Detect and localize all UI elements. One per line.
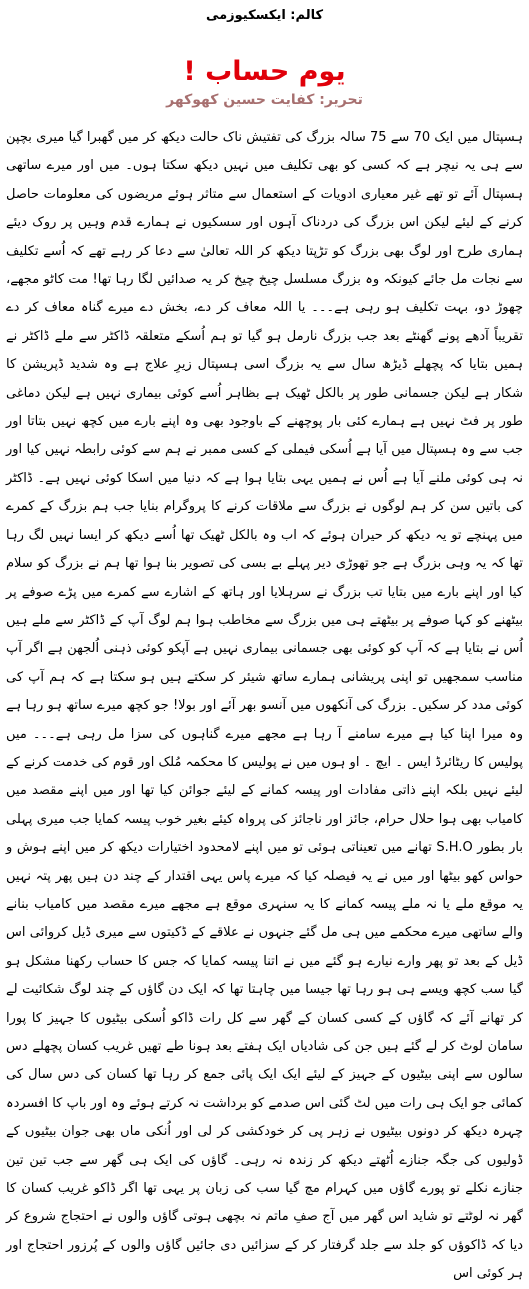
article-body: ہسپتال میں ایک 70 سے 75 سالہ بزرگ کی تفتیش ناک حالت دیکھ کر میں گھبرا گیا میری بچپن سے ہی یہ نیچر ہے کہ کسی کو بھی تکلیف میں نہیں دیکھ سکتا ہوں۔ میں اور میرے ساتھی ہسپتال آئے تو تھے غیر معیاری ادویات کے استعمال سے متاثر ہوئے مریضوں کی معلومات حاصل کرنے کے لیئے لیکن اس بزرگ کی دردناک آہوں اور سسکیوں نے ہمارے قدم وہیں پر روک دیئے ہماری طرح اور لوگ بھی بزرگ کو تڑپتا دیکھ کر اللہ تعالیٰ سے دعا کر رہے تھے کہ اُسے تکلیف سے نجات مل جائے کیونکہ وہ بزرگ مسلسل چیخ چیخ کر یہ صدائیں لگا رہا تھا! مت کاٹو مجھے، چھوڑ دو، بہت تکلیف ہو رہی ہے۔۔۔ یا اللہ معاف کر دے، بخش دے میرے گناہ معاف کر دے تقریباً آدھے پونے گھنٹے بعد جب بزرگ نارمل ہو گیا تو ہم اُسکے متعلقہ ڈاکٹر سے ملے ڈاکٹر نے ہمیں بتایا کہ پچھلے ڈیڑھ سال سے یہ بزرگ اسی ہسپتال زیرِ علاج ہے وہ شدید ڈپریشن کا شکار ہے لیکن جسمانی طور پر بالکل ٹھیک ہے بظاہر اُسے کوئی بیماری نہیں ہے لیکن دماغی طور پر فٹ نہیں ہے ہمارے کئی بار پوچھنے کے باوجود بھی وہ اپنے بارے میں کچھ نہیں بتاتا اور جب سے وہ ہسپتال میں آیا ہے اُسکی فیملی کے کسی ممبر نے ہم سے کوئی رابطہ نہیں کیا اور نہ ہی کوئی ملنے آیا ہے اُس نے ہمیں یہی بتایا ہوا ہے کہ دنیا میں اسکا کوئی نہیں ہے۔ ڈاکٹر کی باتیں سن کر ہم لوگوں نے بزرگ سے ملاقات کرنے کا پروگرام بنایا جب ہم بزرگ کے کمرے میں پہنچے تو یہ دیکھ کر حیران ہوئے کہ اب وہ بالکل ٹھیک تھا اُسے دیکھ کر ایسا نہیں لگ رہا تھا کہ یہ وہی بزرگ ہے جو تھوڑی دیر پہلے بے بسی کی تصویر بنا ہوا تھا ہم نے بزرگ کو سلام کیا اور اپنے بارے میں بتایا تب بزرگ نے سرہلایا اور ہاتھ کے اشارے سے کمرے میں پڑے صوفے پر بیٹھنے کو کہا صوفے پر بیٹھتے ہی میں بزرگ سے مخاطب ہوا ہم لوگ آپ کے ڈاکٹر سے ملے ہیں اُس نے بتایا ہے کہ آپ کو کوئی بھی جسمانی بیماری نہیں ہے آپکو کوئی ذہنی اُلجھن ہے اگر آپ مناسب سمجھیں تو اپنی پریشانی ہمارے ساتھ شیئر کر سکتے ہیں ہو سکتا ہے کہ ہم آپ کی کوئی مدد کر سکیں۔ بزرگ کی آنکھوں میں آنسو بھر آئے اور بولا! جو کچھ میرے ساتھ ہو رہا ہے وہ میرا اپنا کیا ہے میرے سامنے آ رہا ہے مجھے میرے گناہوں کی سزا مل رہی ہے۔۔۔ میں پولیس کا ریٹائرڈ ایس ۔ ایچ ۔ او ہوں میں نے پولیس کا محکمہ مُلک اور قوم کی خدمت کرنے کے لیئے نہیں بلکہ اپنے ذاتی مفادات اور پیسہ کمانے کے لیئے جوائن کیا تھا اور میں اپنے مقصد میں کامیاب بھی ہوا حلال حرام، جائز اور ناجائز کی پرواہ کیئے بغیر خوب پیسہ کمایا جب میری پہلی بار بطور S.H.O تھانے میں تعیناتی ہوئی تو میں اپنے لامحدود اختیارات دیکھ کر میں اپنے ہوش و حواس کھو بیٹھا اور میں نے یہ فیصلہ کیا کہ میرے پاس یہی اقتدار کے چند دن ہیں پھر پتہ نہیں یہ موقع ملے یا نہ ملے پیسہ کمانے کا یہ سنہری موقع ہے مجھے میرے مقصد میں کامیاب بنانے والے ساتھی میرے محکمے میں ہی مل گئے جنہوں نے علاقے کے ڈکیتوں سے میری ڈیل کروائی اس ڈیل کے بعد تو پھر وارے نیارے ہو گئے میں نے اتنا پیسہ کمایا کہ جس کا حساب رکھنا مشکل ہو گیا سب کچھ ویسے ہی ہو رہا تھا جیسا میں چاہتا تھا کہ ایک دن گاؤں کے چند لوگ شکائیت لے کر تھانے آئے کہ گاؤں کے کسی کسان کے گھر سے کل رات ڈاکو اُسکی بیٹیوں کا جہیز کا پورا سامان لوٹ کر لے گئے ہیں جن کی شادیاں ایک ہفتے بعد ہونا طے تھیں غریب کسان پچھلے دس سالوں سے اپنی بیٹیوں کے جہیز کے لیئے ایک ایک پائی جمع کر رہا تھا کسان کی دس سال کی کمائی جو ایک ہی رات میں لٹ گئی اس صدمے کو برداشت نہ کرتے ہوئے وہ اور باپ کا افسردہ چہرہ دیکھ کر دونوں بیٹیوں نے زہر پی کر خودکشی کر لی اور اُنکی ماں بھی جوان بیٹیوں کے ڈولیوں کی جگہ جنازے اُٹھتے دیکھ کر زندہ نہ رہی۔ گاؤں کی ایک ہی گھر سے جب تین تین جنازے نکلے تو پورے گاؤں میں کہرام مچ گیا سب کی زبان پر یہی تھا اگر ڈاکو غریب کسان کا گھر نہ لوٹتے تو شاید اس گھر میں آج صفِ ماتم نہ بچھی ہوتی گاؤں والوں نے احتجاج شروع کر دیا کہ ڈاکوؤں کو جلد سے جلد گرفتار کر کے سزائیں دی جائیں گاؤں والوں کے پُرزور احتجاج اور ہر کوئی اس	[6, 130, 524, 1282]
author-byline: تحریر: کفایت حسین کھوکھر	[166, 92, 363, 108]
column-name: کالم: ایکسکیوزمی	[205, 8, 324, 23]
article-title: یوم حساب !	[183, 56, 346, 87]
